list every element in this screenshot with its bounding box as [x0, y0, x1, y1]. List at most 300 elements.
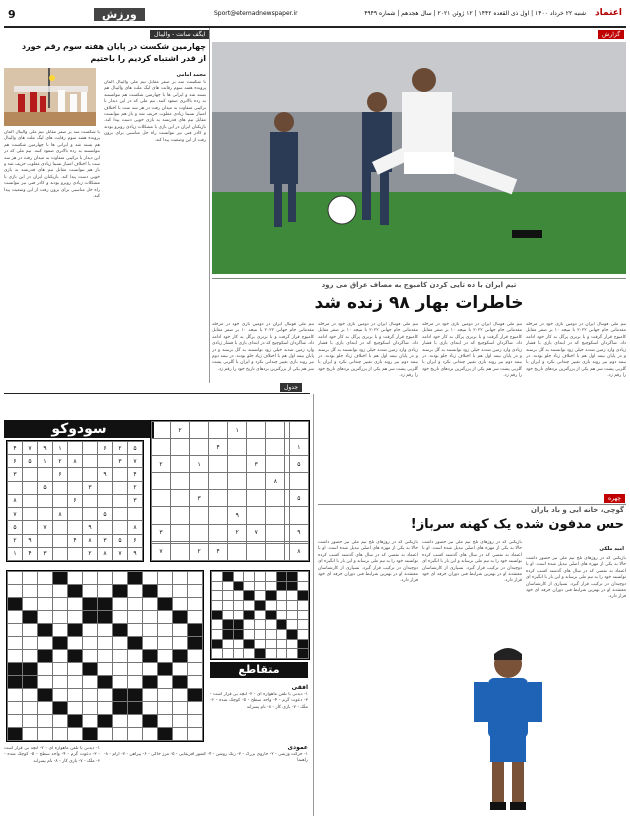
sudoku-cell[interactable] — [8, 481, 23, 494]
sudoku-cell[interactable]: ۱ — [8, 547, 23, 560]
crossword-cell[interactable] — [143, 702, 158, 715]
crossword-cell[interactable] — [68, 637, 83, 650]
sudoku-cell[interactable]: ۵ — [128, 442, 143, 455]
sudoku-cell[interactable] — [209, 473, 228, 490]
crossword-cell[interactable] — [143, 637, 158, 650]
crossword-cell[interactable] — [8, 624, 23, 637]
crossword-cell[interactable] — [113, 676, 128, 689]
sudoku-cell[interactable] — [247, 473, 266, 490]
sudoku-cell[interactable]: ۳ — [152, 524, 171, 541]
crossword-cell[interactable] — [38, 702, 53, 715]
crossword-cell[interactable] — [222, 591, 233, 601]
sudoku-cell[interactable]: ۵ — [289, 456, 308, 473]
crossword-cell[interactable] — [128, 598, 143, 611]
sudoku-cell[interactable]: ۵ — [38, 481, 53, 494]
crossword-grid-small[interactable] — [210, 570, 310, 660]
sudoku-cell[interactable] — [289, 507, 308, 524]
sudoku-cell[interactable]: ۹ — [128, 547, 143, 560]
sudoku-cell[interactable]: ۸ — [68, 455, 83, 468]
crossword-cell[interactable] — [287, 610, 298, 620]
sudoku-cell[interactable]: ۲ — [113, 442, 128, 455]
sudoku-cell[interactable]: ۷ — [23, 442, 38, 455]
crossword-cell[interactable] — [212, 591, 223, 601]
sudoku-cell[interactable]: ۴ — [128, 468, 143, 481]
sudoku-cell[interactable]: ۴ — [209, 543, 228, 560]
crossword-cell[interactable] — [222, 581, 233, 591]
crossword-cell[interactable] — [53, 611, 68, 624]
crossword-cell[interactable] — [98, 663, 113, 676]
sudoku-cell[interactable] — [113, 468, 128, 481]
crossword-cell[interactable] — [68, 702, 83, 715]
crossword-cell[interactable] — [98, 585, 113, 598]
sudoku-cell[interactable] — [38, 508, 53, 521]
crossword-cell[interactable] — [233, 600, 244, 610]
crossword-cell[interactable] — [265, 581, 276, 591]
crossword-cell[interactable] — [265, 600, 276, 610]
crossword-cell[interactable] — [158, 611, 173, 624]
crossword-cell[interactable] — [8, 650, 23, 663]
sudoku-cell[interactable]: ۹ — [228, 507, 247, 524]
sudoku-cell[interactable] — [228, 439, 247, 456]
sudoku-cell[interactable] — [53, 494, 68, 507]
sudoku-grid[interactable] — [6, 440, 144, 562]
sudoku-cell[interactable]: ۵ — [113, 534, 128, 547]
crossword-cell[interactable] — [222, 600, 233, 610]
crossword-cell[interactable] — [38, 715, 53, 728]
crossword-cell[interactable] — [68, 663, 83, 676]
sudoku-cell[interactable] — [113, 508, 128, 521]
sudoku-cell[interactable] — [128, 508, 143, 521]
crossword-cell[interactable] — [244, 620, 255, 630]
crossword-cell[interactable] — [255, 610, 266, 620]
sudoku-cell[interactable]: ۹ — [38, 442, 53, 455]
sudoku-cell[interactable]: ۱ — [228, 422, 247, 439]
crossword-cell[interactable] — [83, 572, 98, 585]
crossword-cell[interactable] — [128, 624, 143, 637]
crossword-cell[interactable] — [158, 689, 173, 702]
sudoku-cell[interactable] — [83, 442, 98, 455]
sudoku-cell[interactable]: ۳ — [247, 456, 266, 473]
crossword-cell[interactable] — [23, 637, 38, 650]
crossword-cell[interactable] — [113, 715, 128, 728]
crossword-cell[interactable] — [188, 585, 203, 598]
crossword-cell[interactable] — [53, 689, 68, 702]
crossword-cell[interactable] — [38, 585, 53, 598]
crossword-cell[interactable] — [276, 639, 287, 649]
sudoku-cell[interactable] — [53, 521, 68, 534]
crossword-cell[interactable] — [68, 598, 83, 611]
sudoku-cell[interactable] — [113, 494, 128, 507]
sudoku-cell[interactable]: ۳ — [190, 490, 209, 507]
crossword-cell[interactable] — [8, 611, 23, 624]
sudoku-cell[interactable] — [171, 439, 190, 456]
sudoku-cell[interactable] — [113, 481, 128, 494]
sudoku-cell[interactable] — [190, 524, 209, 541]
crossword-cell[interactable] — [113, 663, 128, 676]
sudoku-cell[interactable] — [190, 422, 209, 439]
sudoku-cell[interactable] — [113, 521, 128, 534]
crossword-cell[interactable] — [244, 629, 255, 639]
sudoku-cell[interactable]: ۹ — [83, 521, 98, 534]
crossword-cell[interactable] — [128, 663, 143, 676]
sudoku-cell[interactable]: ۷ — [38, 521, 53, 534]
sudoku-cell[interactable]: ۸ — [289, 543, 308, 560]
crossword-cell[interactable] — [38, 572, 53, 585]
crossword-cell[interactable] — [128, 611, 143, 624]
sudoku-cell[interactable]: ۷ — [113, 547, 128, 560]
crossword-cell[interactable] — [23, 624, 38, 637]
crossword-cell[interactable] — [143, 624, 158, 637]
sudoku-cell[interactable]: ۸ — [98, 547, 113, 560]
sudoku-cell[interactable] — [83, 508, 98, 521]
sudoku-cell[interactable]: ۴ — [209, 439, 228, 456]
sudoku-cell[interactable]: ۲ — [53, 455, 68, 468]
sudoku-cell[interactable]: ۳ — [98, 534, 113, 547]
sudoku-cell[interactable]: ۸ — [8, 494, 23, 507]
crossword-cell[interactable] — [143, 689, 158, 702]
crossword-cell[interactable] — [53, 715, 68, 728]
sudoku-cell[interactable]: ۳ — [38, 547, 53, 560]
crossword-cell[interactable] — [212, 581, 223, 591]
sudoku-cell[interactable] — [152, 507, 171, 524]
crossword-cell[interactable] — [53, 624, 68, 637]
sudoku-cell[interactable]: ۲ — [8, 534, 23, 547]
sudoku-cell[interactable]: ۳ — [128, 494, 143, 507]
sudoku-cell[interactable] — [98, 494, 113, 507]
crossword-cell[interactable] — [233, 572, 244, 582]
sudoku-cell[interactable]: ۲ — [190, 543, 209, 560]
sudoku-cell[interactable]: ۲ — [83, 547, 98, 560]
crossword-cell[interactable] — [143, 598, 158, 611]
sudoku-cell[interactable]: ۲ — [128, 481, 143, 494]
crossword-cell[interactable] — [222, 610, 233, 620]
crossword-cell[interactable] — [212, 572, 223, 582]
crossword-cell[interactable] — [158, 676, 173, 689]
crossword-cell[interactable] — [255, 629, 266, 639]
crossword-cell[interactable] — [188, 702, 203, 715]
sudoku-cell[interactable] — [266, 422, 285, 439]
crossword-cell[interactable] — [212, 600, 223, 610]
crossword-cell[interactable] — [83, 637, 98, 650]
sudoku-cell[interactable] — [68, 468, 83, 481]
crossword-cell[interactable] — [233, 649, 244, 659]
crossword-cell[interactable] — [298, 629, 309, 639]
crossword-cell[interactable] — [143, 728, 158, 741]
sudoku-cell[interactable] — [171, 456, 190, 473]
crossword-cell[interactable] — [188, 676, 203, 689]
sudoku-cell[interactable] — [266, 543, 285, 560]
crossword-cell[interactable] — [38, 598, 53, 611]
crossword-cell[interactable] — [276, 591, 287, 601]
sudoku-cell[interactable] — [247, 439, 266, 456]
sudoku-cell[interactable] — [171, 507, 190, 524]
sudoku-cell[interactable] — [38, 494, 53, 507]
crossword-cell[interactable] — [158, 624, 173, 637]
sudoku-cell[interactable]: ۴ — [23, 547, 38, 560]
crossword-cell[interactable] — [287, 649, 298, 659]
crossword-cell[interactable] — [83, 585, 98, 598]
sudoku-cell[interactable] — [53, 534, 68, 547]
crossword-cell[interactable] — [158, 572, 173, 585]
crossword-cell[interactable] — [158, 702, 173, 715]
sudoku-cell[interactable] — [289, 422, 308, 439]
crossword-cell[interactable] — [68, 689, 83, 702]
crossword-cell[interactable] — [158, 715, 173, 728]
crossword-cell[interactable] — [158, 650, 173, 663]
crossword-cell[interactable] — [188, 728, 203, 741]
crossword-cell[interactable] — [255, 572, 266, 582]
crossword-cell[interactable] — [287, 620, 298, 630]
crossword-cell[interactable] — [276, 600, 287, 610]
sudoku-cell[interactable] — [68, 521, 83, 534]
sudoku-cell[interactable] — [190, 507, 209, 524]
sudoku-cell[interactable] — [23, 468, 38, 481]
crossword-cell[interactable] — [128, 585, 143, 598]
crossword-cell[interactable] — [255, 639, 266, 649]
crossword-cell[interactable] — [23, 728, 38, 741]
sudoku-cell[interactable] — [228, 543, 247, 560]
crossword-cell[interactable] — [113, 598, 128, 611]
crossword-cell[interactable] — [233, 610, 244, 620]
sudoku-cell[interactable]: ۸ — [53, 508, 68, 521]
sudoku-cell[interactable]: ۹ — [23, 534, 38, 547]
crossword-cell[interactable] — [68, 572, 83, 585]
crossword-cell[interactable] — [244, 600, 255, 610]
sudoku-cell[interactable] — [83, 455, 98, 468]
crossword-cell[interactable] — [113, 572, 128, 585]
crossword-cell[interactable] — [113, 728, 128, 741]
sudoku-cell[interactable] — [209, 456, 228, 473]
crossword-cell[interactable] — [188, 663, 203, 676]
crossword-cell[interactable] — [173, 624, 188, 637]
crossword-cell[interactable] — [298, 572, 309, 582]
crossword-cell[interactable] — [8, 585, 23, 598]
sudoku-cell[interactable] — [266, 490, 285, 507]
crossword-cell[interactable] — [212, 629, 223, 639]
sudoku-cell[interactable] — [68, 481, 83, 494]
sudoku-cell[interactable]: ۵ — [8, 521, 23, 534]
crossword-cell[interactable] — [38, 728, 53, 741]
sudoku-cell[interactable]: ۶ — [53, 468, 68, 481]
crossword-cell[interactable] — [276, 610, 287, 620]
crossword-cell[interactable] — [113, 637, 128, 650]
crossword-cell[interactable] — [222, 649, 233, 659]
crossword-cell[interactable] — [128, 676, 143, 689]
crossword-cell[interactable] — [298, 600, 309, 610]
sudoku-cell[interactable]: ۹ — [98, 468, 113, 481]
crossword-cell[interactable] — [287, 639, 298, 649]
sudoku-cell[interactable]: ۵ — [98, 508, 113, 521]
crossword-cell[interactable] — [265, 639, 276, 649]
crossword-cell[interactable] — [8, 637, 23, 650]
crossword-cell[interactable] — [38, 611, 53, 624]
sudoku-cell[interactable] — [98, 521, 113, 534]
sudoku-cell[interactable] — [98, 455, 113, 468]
crossword-cell[interactable] — [98, 689, 113, 702]
sudoku-cell[interactable] — [152, 439, 171, 456]
crossword-cell[interactable] — [212, 649, 223, 659]
crossword-cell[interactable] — [53, 650, 68, 663]
crossword-cell[interactable] — [233, 639, 244, 649]
sudoku-cell[interactable] — [23, 521, 38, 534]
sudoku-cell[interactable]: ۱ — [53, 442, 68, 455]
sudoku-cell[interactable] — [289, 473, 308, 490]
crossword-cell[interactable] — [255, 591, 266, 601]
crossword-cell[interactable] — [265, 620, 276, 630]
crossword-cell[interactable] — [173, 689, 188, 702]
crossword-cell[interactable] — [98, 624, 113, 637]
sudoku-cell[interactable] — [266, 439, 285, 456]
sudoku-cell[interactable]: ۹ — [289, 524, 308, 541]
crossword-cell[interactable] — [98, 637, 113, 650]
crossword-cell[interactable] — [143, 572, 158, 585]
sudoku-cell[interactable]: ۴ — [68, 534, 83, 547]
crossword-cell[interactable] — [23, 572, 38, 585]
crossword-cell[interactable] — [188, 650, 203, 663]
sudoku-cell[interactable] — [209, 524, 228, 541]
crossword-cell[interactable] — [23, 598, 38, 611]
crossword-cell[interactable] — [188, 715, 203, 728]
sudoku-cell[interactable] — [247, 507, 266, 524]
crossword-cell[interactable] — [244, 581, 255, 591]
sudoku-cell[interactable] — [190, 439, 209, 456]
crossword-cell[interactable] — [173, 598, 188, 611]
sudoku-cell[interactable]: ۷ — [152, 543, 171, 560]
crossword-cell[interactable] — [83, 689, 98, 702]
crossword-cell[interactable] — [128, 650, 143, 663]
sudoku-cell[interactable]: ۲ — [228, 524, 247, 541]
sudoku-cell[interactable] — [247, 490, 266, 507]
crossword-cell[interactable] — [83, 702, 98, 715]
crossword-cell[interactable] — [8, 715, 23, 728]
crossword-cell[interactable] — [287, 600, 298, 610]
crossword-cell[interactable] — [298, 620, 309, 630]
sudoku-cell[interactable]: ۸ — [83, 534, 98, 547]
crossword-cell[interactable] — [173, 715, 188, 728]
section-email[interactable]: Sport@etemadnewspaper.ir — [214, 10, 298, 17]
sudoku-cell[interactable] — [171, 524, 190, 541]
sudoku-cell[interactable]: ۶ — [128, 534, 143, 547]
sudoku-cell[interactable] — [83, 468, 98, 481]
sudoku-cell[interactable] — [98, 481, 113, 494]
crossword-cell[interactable] — [158, 585, 173, 598]
sudoku-cell[interactable]: ۸ — [128, 521, 143, 534]
sudoku-cell[interactable]: ۶ — [68, 494, 83, 507]
crossword-cell[interactable] — [8, 689, 23, 702]
sudoku-cell[interactable]: ۳ — [113, 455, 128, 468]
sudoku-cell[interactable]: ۵ — [23, 455, 38, 468]
crossword-cell[interactable] — [23, 585, 38, 598]
crossword-cell[interactable] — [53, 598, 68, 611]
crossword-cell[interactable] — [98, 728, 113, 741]
crossword-cell[interactable] — [83, 650, 98, 663]
crossword-cell[interactable] — [244, 572, 255, 582]
sudoku-cell[interactable] — [152, 422, 171, 439]
sudoku-cell[interactable]: ۶ — [98, 442, 113, 455]
crossword-cell[interactable] — [265, 629, 276, 639]
sudoku-cell[interactable] — [38, 468, 53, 481]
sudoku-cell[interactable] — [53, 481, 68, 494]
crossword-cell[interactable] — [128, 728, 143, 741]
crossword-cell[interactable] — [23, 702, 38, 715]
crossword-cell[interactable] — [53, 585, 68, 598]
sudoku-cell[interactable] — [209, 422, 228, 439]
sudoku-cell[interactable] — [228, 456, 247, 473]
crossword-cell[interactable] — [68, 676, 83, 689]
crossword-cell[interactable] — [53, 663, 68, 676]
sudoku-cell[interactable] — [171, 473, 190, 490]
sudoku-cell[interactable]: ۸ — [266, 473, 285, 490]
crossword-cell[interactable] — [23, 689, 38, 702]
sudoku-cell[interactable] — [152, 490, 171, 507]
crossword-cell[interactable] — [298, 610, 309, 620]
crossword-cell[interactable] — [8, 702, 23, 715]
crossword-cell[interactable] — [38, 637, 53, 650]
crossword-cell[interactable] — [188, 598, 203, 611]
sudoku-cell[interactable] — [209, 490, 228, 507]
sudoku-cell[interactable] — [68, 508, 83, 521]
crossword-cell[interactable] — [287, 591, 298, 601]
sudoku-cell[interactable]: ۷ — [247, 524, 266, 541]
sudoku-cell[interactable] — [228, 473, 247, 490]
sudoku-cell[interactable]: ۱ — [289, 439, 308, 456]
sudoku-cell[interactable] — [171, 543, 190, 560]
sudoku-cell[interactable]: ۵ — [289, 490, 308, 507]
crossword-cell[interactable] — [38, 663, 53, 676]
sudoku-cell[interactable] — [266, 456, 285, 473]
crossword-cell[interactable] — [143, 663, 158, 676]
crossword-cell[interactable] — [173, 702, 188, 715]
crossword-cell[interactable] — [188, 572, 203, 585]
crossword-cell[interactable] — [173, 728, 188, 741]
crossword-cell[interactable] — [23, 650, 38, 663]
crossword-cell[interactable] — [83, 624, 98, 637]
crossword-cell[interactable] — [173, 585, 188, 598]
sudoku-cell[interactable]: ۶ — [8, 455, 23, 468]
crossword-cell[interactable] — [143, 611, 158, 624]
crossword-cell[interactable] — [276, 649, 287, 659]
sudoku-grid-2[interactable] — [150, 420, 310, 562]
sudoku-cell[interactable] — [23, 494, 38, 507]
crossword-cell[interactable] — [113, 611, 128, 624]
crossword-cell[interactable] — [8, 572, 23, 585]
sudoku-cell[interactable] — [53, 547, 68, 560]
sudoku-cell[interactable]: ۳ — [83, 481, 98, 494]
crossword-cell[interactable] — [173, 572, 188, 585]
crossword-cell[interactable] — [128, 715, 143, 728]
crossword-cell[interactable] — [173, 637, 188, 650]
crossword-cell[interactable] — [255, 620, 266, 630]
sudoku-cell[interactable]: ۷ — [8, 508, 23, 521]
sudoku-cell[interactable]: ۱ — [190, 456, 209, 473]
sudoku-cell[interactable] — [171, 490, 190, 507]
sudoku-cell[interactable] — [152, 473, 171, 490]
crossword-cell[interactable] — [53, 728, 68, 741]
sudoku-cell[interactable] — [228, 490, 247, 507]
crossword-cell[interactable] — [83, 715, 98, 728]
crossword-cell[interactable] — [23, 715, 38, 728]
sudoku-cell[interactable]: ۴ — [8, 442, 23, 455]
crossword-cell[interactable] — [298, 581, 309, 591]
crossword-cell[interactable] — [212, 620, 223, 630]
sudoku-cell[interactable] — [38, 534, 53, 547]
sudoku-cell[interactable] — [68, 442, 83, 455]
crossword-cell[interactable] — [83, 676, 98, 689]
crossword-cell[interactable] — [265, 572, 276, 582]
sudoku-cell[interactable] — [23, 508, 38, 521]
crossword-cell[interactable] — [98, 572, 113, 585]
crossword-cell[interactable] — [53, 676, 68, 689]
